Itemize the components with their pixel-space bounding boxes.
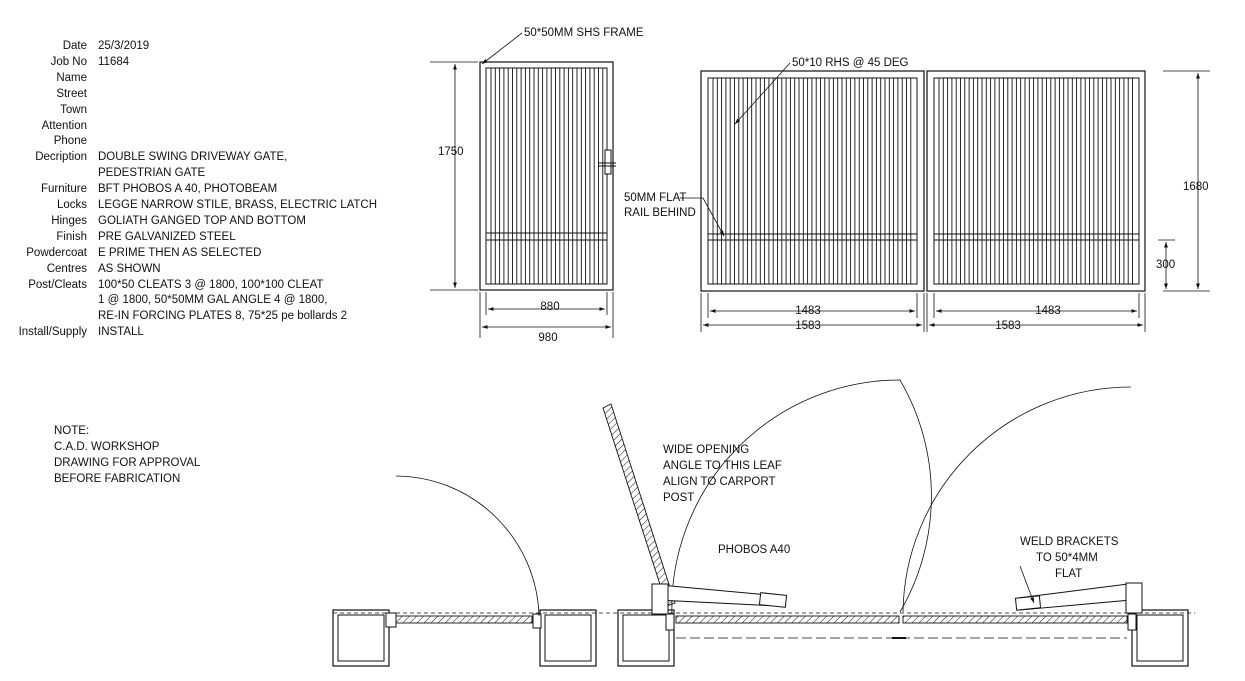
dim-leaf-inner-left: 1483 — [795, 305, 821, 317]
spec-label: Date — [62, 40, 87, 52]
dim-leaf-outer-right: 1583 — [995, 320, 1021, 332]
label-rhs: 50*10 RHS @ 45 DEG — [792, 57, 909, 69]
spec-value: INSTALL — [98, 326, 144, 339]
spec-label: Finish — [56, 230, 87, 243]
label-shs-frame: 50*50MM SHS FRAME — [524, 27, 644, 39]
label-wide-3: ALIGN TO CARPORT — [663, 476, 776, 488]
dim-leaf-outer-left: 1583 — [795, 320, 821, 332]
spec-label: Furniture — [40, 183, 87, 196]
label-phobos: PHOBOS A40 — [718, 544, 791, 556]
spec-value: 1 @ 1800, 50*50MM GAL ANGLE 4 @ 1800, — [98, 294, 328, 307]
dim-leaf-inner-right: 1483 — [1035, 305, 1061, 317]
label-weld-1: WELD BRACKETS — [1020, 536, 1119, 548]
label-flat-rail-2: RAIL BEHIND — [624, 207, 696, 219]
spec-value: DOUBLE SWING DRIVEWAY GATE, — [98, 151, 288, 164]
dim-ped-inner: 880 — [540, 301, 560, 313]
dim-ped-height: 1750 — [438, 146, 464, 158]
spec-value: LEGGE NARROW STILE, BRASS, ELECTRIC LATCH — [98, 199, 378, 211]
plan-view — [333, 380, 1195, 666]
spec-label: Powdercoat — [26, 246, 87, 259]
spec-label: Phone — [53, 135, 87, 148]
spec-label: Decription — [35, 151, 87, 164]
spec-label: Post/Cleats — [28, 278, 87, 291]
spec-label: Locks — [56, 199, 87, 211]
note-line: BEFORE FABRICATION — [54, 473, 181, 485]
dim-rail-height: 300 — [1156, 259, 1176, 271]
spec-label: Street — [56, 87, 87, 100]
spec-label: Town — [60, 103, 87, 116]
spec-value: PRE GALVANIZED STEEL — [98, 230, 236, 243]
label-weld-2: TO 50*4MM — [1036, 552, 1098, 564]
spec-value: BFT PHOBOS A 40, PHOTOBEAM — [98, 183, 278, 196]
spec-value: E PRIME THEN AS SELECTED — [98, 246, 262, 259]
spec-label: Attention — [41, 119, 87, 132]
spec-label: Install/Supply — [18, 326, 87, 339]
spec-value: AS SHOWN — [98, 262, 161, 275]
spec-value: 25/3/2019 — [98, 40, 150, 52]
spec-value: RE-IN FORCING PLATES 8, 75*25 pe bollards 2 — [98, 310, 348, 323]
label-wide-2: ANGLE TO THIS LEAF — [663, 460, 782, 472]
note-line: C.A.D. WORKSHOP — [54, 441, 160, 453]
spec-value: 11684 — [98, 55, 130, 68]
label-wide-1: WIDE OPENING — [663, 444, 750, 456]
label-weld-3: FLAT — [1055, 568, 1083, 580]
note-line: NOTE: — [54, 425, 90, 437]
spec-label: Job No — [50, 55, 87, 68]
spec-label: Name — [56, 71, 87, 84]
pedestrian-gate-elevation — [480, 62, 616, 290]
dim-ped-outer: 980 — [538, 332, 558, 344]
driveway-gate-elevation — [701, 71, 1145, 291]
spec-label: Hinges — [51, 214, 87, 227]
spec-label: Centres — [46, 262, 87, 275]
label-flat-rail-1: 50MM FLAT — [624, 192, 687, 204]
dim-drive-height: 1680 — [1183, 181, 1209, 193]
note-line: DRAWING FOR APPROVAL — [54, 457, 201, 469]
spec-value: 100*50 CLEATS 3 @ 1800, 100*100 CLEAT — [98, 278, 324, 291]
spec-value: PEDESTRIAN GATE — [98, 167, 206, 180]
label-wide-4: POST — [663, 492, 695, 504]
spec-value: GOLIATH GANGED TOP AND BOTTOM — [98, 214, 306, 227]
